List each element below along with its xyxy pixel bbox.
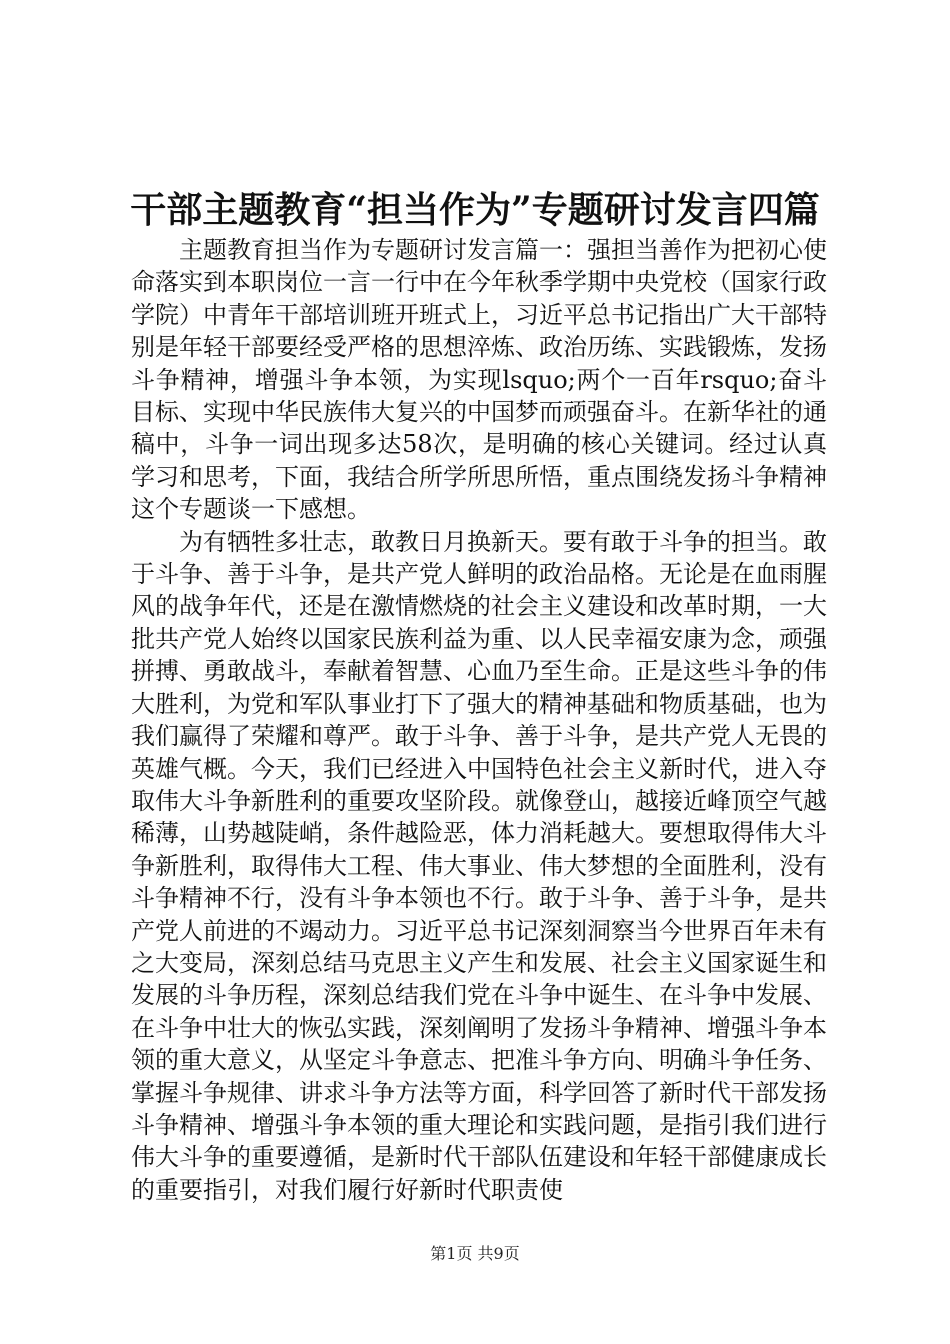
paragraph-2: 为有牺牲多壮志，敢教日月换新天。要有敢于斗争的担当。敢于斗争、善于斗争，是共产党人鲜明的政治品格。无论是在血雨腥风的战争年代，还是在激情燃烧的社会主义建设和改革时期，一大批共产党人始终以国家民族利益为重、以人民幸福安康为念，顽强拼搏、勇敢战斗，奉献着智慧、心血乃至生命。正是这些斗争的伟大胜利，为党和军队事业打下了强大的精神基础和物质基础，也为我们赢得了荣耀和尊严。敢于斗争、善于斗争，是共产党人无畏的英雄气概。今天，我们已经进入中国特色社会主义新时代，进入夺取伟大斗争新胜利的重要攻坚阶段。就像登山，越接近峰顶空气越稀薄，山势越陡峭，条件越险恶，体力消耗越大。要想取得伟大斗争新胜利，取得伟大工程、伟大事业、伟大梦想的全面胜利，没有斗争精神不行，没有斗争本领也不行。敢于斗争、善于斗争，是共产党人前进的不竭动力。习近平总书记深刻洞察当今世界百年未有之大变局，深刻总结马克思主义产生和发展、社会主义国家诞生和发展的斗争历程，深刻总结我们党在斗争中诞生、在斗争中发展、在斗争中壮大的恢弘实践，深刻阐明了发扬斗争精神、增强斗争本领的重大意义，从坚定斗争意志、把准斗争方向、明确斗争任务、掌握斗争规律、讲求斗争方法等方面，科学回答了新时代干部发扬斗争精神、增强斗争本领的重大理论和实践问题，是指引我们进行伟大斗争的重要遵循，是新时代干部队伍建设和年轻干部健康成长的重要指引，对我们履行好新时代职责使 [131, 527, 827, 1204]
page-number: 第1页 共9页 [430, 1244, 520, 1263]
document-body [131, 234, 827, 1206]
document-title: 干部主题教育“担当作为”专题研讨发言四篇 [130, 189, 820, 231]
paragraph-1: 主题教育担当作为专题研讨发言篇一：强担当善作为把初心使命落实到本职岗位一言一行中在今年秋季学期中央党校（国家行政学院）中青年干部培训班开班式上，习近平总书记指出广大干部特别是年轻干部要经受严格的思想淬炼、政治历练、实践锻炼，发扬斗争精神，增强斗争本领，为实现lsquo;两个一百年rsquo;奋斗目标、实现中华民族伟大复兴的中国梦而顽强奋斗。在新华社的通稿中，斗争一词出现多达58次，是明确的核心关键词。经过认真学习和思考，下面，我结合所学所思所悟，重点围绕发扬斗争精神这个专题谈一下感想。 [131, 236, 827, 524]
